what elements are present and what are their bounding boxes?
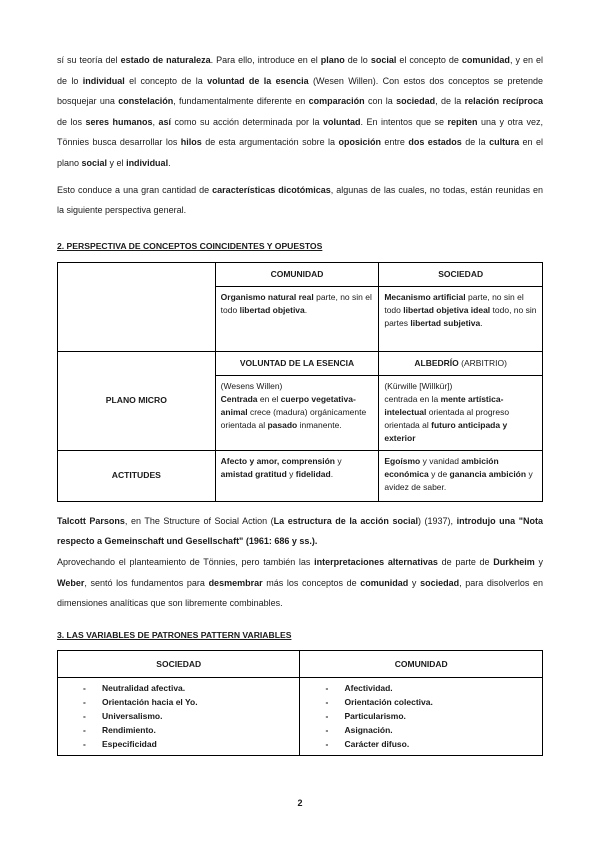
actitudes-comunidad-cell xyxy=(215,450,379,501)
concepts-table xyxy=(57,262,543,502)
header-albedrio xyxy=(379,351,543,375)
text-run: social xyxy=(81,157,108,168)
text-run: sí su teoría del xyxy=(57,55,121,65)
text-run: cuerpo vegetativa-animal xyxy=(220,393,356,417)
text-run: de la xyxy=(461,137,490,148)
list-item: - Orientación hacia el Yo. xyxy=(63,695,294,709)
text-run: (Kürwille [Willkür]) xyxy=(384,380,453,391)
text-run: como su acción determinada por la xyxy=(171,116,324,127)
albedrio-sub: (ARBITRIO) xyxy=(458,357,507,368)
text-run: voluntad xyxy=(323,116,361,127)
table2-body-row xyxy=(58,677,543,755)
third-paragraph xyxy=(57,511,543,614)
text-run: , sentó los fundamentos para xyxy=(84,577,209,588)
text-run: Weber xyxy=(57,577,85,588)
text-run: ) (1937), xyxy=(417,515,457,526)
text-run: orientada al progreso orientada al xyxy=(384,406,510,430)
text-run: mente artística-intelectual xyxy=(384,393,504,417)
table2-header-row xyxy=(58,650,543,677)
text-run: seres humanos xyxy=(85,116,153,127)
text-run: de esta argumentación sobre la xyxy=(201,137,339,148)
text-run: . xyxy=(480,317,483,328)
text-run: y el xyxy=(107,157,127,168)
text-run: amistad gratitud xyxy=(220,468,287,479)
list-item: - Particularismo. xyxy=(305,709,537,723)
text-run: voluntad de la esencia xyxy=(207,75,309,86)
text-run: ganancia ambición xyxy=(449,468,527,479)
text-run: una y otra vez, Tönnies busca desarrollar los xyxy=(57,116,543,148)
text-run: hilos xyxy=(180,137,202,148)
macro-comunidad-cell xyxy=(215,286,379,351)
document-page xyxy=(57,50,543,756)
text-run: . xyxy=(304,304,308,315)
header2-sociedad: SOCIEDAD xyxy=(58,650,300,677)
text-run: libertad objetiva ideal xyxy=(403,304,491,315)
text-run: Mecanismo artificial xyxy=(384,291,466,302)
text-run: pasado xyxy=(267,419,298,430)
page-number: 2 xyxy=(297,798,303,808)
macro-sociedad-cell xyxy=(379,286,543,351)
text-run: repiten xyxy=(447,116,478,127)
micro-comunidad-cell xyxy=(215,375,379,450)
empty-corner-cell xyxy=(58,262,216,351)
text-run: parte, no sin el todo xyxy=(384,291,524,315)
text-run: , en The Structure of Social Action ( xyxy=(124,515,274,526)
text-run: libertad subjetiva xyxy=(410,317,481,328)
text-run: , y en el de lo xyxy=(57,55,543,86)
text-run: La estructura de la acción social xyxy=(273,515,418,526)
text-run: Aprovechando el planteamiento de Tönnies, pero también las xyxy=(57,556,315,567)
text-run: en el xyxy=(257,393,281,404)
text-run: Afecto y amor, comprensión xyxy=(220,455,335,466)
text-run: todo, no sin partes xyxy=(384,304,537,328)
sociedad-list-cell xyxy=(58,677,300,755)
text-run: con la xyxy=(364,96,397,107)
text-run: , de la xyxy=(435,96,465,107)
text-run: , algunas de las cuales, no todas, están reunidas en la siguiente perspectiva general. xyxy=(57,184,543,216)
text-run: así xyxy=(158,116,172,127)
list-item: - Rendimiento. xyxy=(63,723,294,737)
text-run: estado de naturaleza xyxy=(120,55,211,65)
text-run: fidelidad xyxy=(295,468,331,479)
text-run: social xyxy=(370,55,397,65)
text-run: parte, no sin el todo xyxy=(220,291,372,315)
text-run: comparación xyxy=(308,96,365,107)
text-run: comunidad xyxy=(360,577,409,588)
text-run: (Wesens Willen) xyxy=(220,380,283,391)
text-run: Organismo natural real xyxy=(220,291,314,302)
text-run: y xyxy=(334,455,342,466)
text-run: entre xyxy=(380,137,409,148)
second-paragraph xyxy=(57,180,543,221)
albedrio-main: ALBEDRÍO xyxy=(414,357,459,368)
text-run: . xyxy=(330,468,334,479)
text-run: de los xyxy=(57,116,86,127)
text-run: crece (madura) orgánicamente orientada al xyxy=(220,406,367,430)
text-run: . xyxy=(168,157,171,168)
text-run: Egoísmo xyxy=(384,455,421,466)
list-item: - Orientación colectiva. xyxy=(305,695,537,709)
list-item: - Asignación. xyxy=(305,723,537,737)
text-run: oposición xyxy=(338,137,381,148)
text-run: dos estados xyxy=(408,137,462,148)
text-run: desmembrar xyxy=(208,577,263,588)
sociedad-list xyxy=(63,681,294,751)
text-run: de lo xyxy=(344,55,371,65)
comunidad-list-cell xyxy=(300,677,543,755)
comunidad-list xyxy=(305,681,537,751)
micro-sociedad-cell xyxy=(379,375,543,450)
text-run: y vanidad xyxy=(420,455,462,466)
list-item: - Carácter difuso. xyxy=(305,737,537,751)
actitudes-sociedad-cell xyxy=(379,450,543,501)
text-run: interpretaciones alternativas xyxy=(314,556,438,567)
list-item: - Afectividad. xyxy=(305,681,537,695)
row-label-actitudes: ACTITUDES xyxy=(58,450,216,501)
text-run: en el plano xyxy=(57,137,543,168)
text-run: "Nota respecto a Gemeinschaft und Gesellschaft" (1961: 686 y ss.). xyxy=(57,515,543,547)
text-run: Durkheim xyxy=(493,556,535,567)
text-run: el concepto de xyxy=(396,55,462,65)
text-run: individual xyxy=(126,157,169,168)
text-run: introdujo una xyxy=(456,515,516,526)
header-comunidad: COMUNIDAD xyxy=(215,262,379,286)
text-run: , xyxy=(152,116,159,127)
text-run: Esto conduce a una gran cantidad de xyxy=(57,184,213,195)
table-row-actitudes xyxy=(58,450,543,501)
text-run: y xyxy=(286,468,296,479)
section3-heading: 3. LAS VARIABLES DE PATRONES PATTERN VARIABLES xyxy=(57,629,292,640)
text-run: y avidez de saber. xyxy=(384,468,533,492)
header-sociedad: SOCIEDAD xyxy=(379,262,543,286)
text-run: y xyxy=(408,577,421,588)
row-label-micro: PLANO MICRO xyxy=(58,351,216,450)
text-run: Talcott Parsons xyxy=(57,515,125,526)
text-run: . Para ello, introduce en el xyxy=(210,55,321,65)
intro-paragraph xyxy=(57,50,543,174)
text-run: plano xyxy=(320,55,345,65)
text-run: , fundamentalmente diferente en xyxy=(173,96,309,107)
text-run: comunidad xyxy=(461,55,510,65)
text-run: Centrada xyxy=(220,393,258,404)
text-run: ambición económica xyxy=(384,455,499,479)
text-run: inmanente. xyxy=(297,419,342,430)
text-run: sociedad xyxy=(396,96,436,107)
section2-heading: 2. PERSPECTIVA DE CONCEPTOS COINCIDENTES Y OPUESTOS xyxy=(57,240,323,251)
text-run: relación recíproca xyxy=(464,96,543,107)
header2-comunidad: COMUNIDAD xyxy=(300,650,543,677)
text-run: de parte de xyxy=(437,556,494,567)
text-run: libertad objetiva xyxy=(239,304,305,315)
text-run: más los conceptos de xyxy=(262,577,361,588)
pattern-variables-table xyxy=(57,650,543,756)
text-run: . En intentos que se xyxy=(360,116,448,127)
text-run: (Wesen Willen). Con estos dos conceptos se pretende bosquejar una xyxy=(57,75,543,107)
text-run: individual xyxy=(82,75,125,86)
text-run: constelación xyxy=(118,96,174,107)
text-run: centrada en la xyxy=(384,393,441,404)
text-run: sociedad xyxy=(420,577,460,588)
text-run: y de xyxy=(428,468,450,479)
text-run: cultura xyxy=(489,137,520,148)
text-run: futuro anticipada y exterior xyxy=(384,419,508,443)
header-voluntad-esencia: VOLUNTAD DE LA ESENCIA xyxy=(215,351,379,375)
list-item: - Especificidad xyxy=(63,737,294,751)
table-row-micro-head xyxy=(58,351,543,375)
list-item: - Neutralidad afectiva. xyxy=(63,681,294,695)
text-run: y xyxy=(534,556,543,567)
list-item: - Universalismo. xyxy=(63,709,294,723)
text-run: el concepto de la xyxy=(124,75,208,86)
text-run: , para disolverlos en dimensiones analíticas que son libremente combinables. xyxy=(57,577,543,609)
table-header-row xyxy=(58,262,543,286)
text-run: características dicotómicas xyxy=(212,184,331,195)
